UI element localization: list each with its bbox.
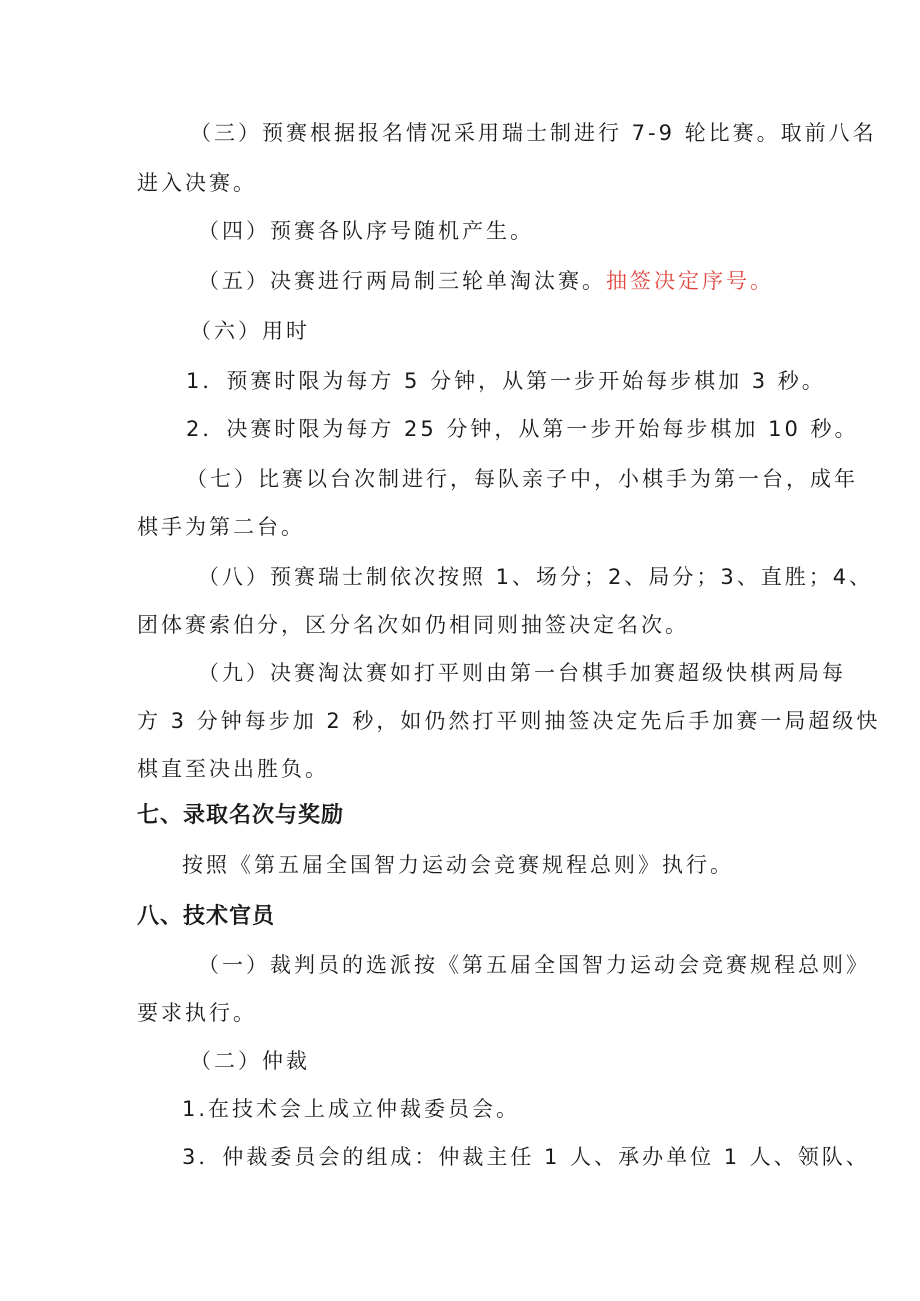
paragraph-9-line-3: 棋直至决出胜负。 (137, 757, 329, 781)
section-7-body: 按照《第五届全国智力运动会竞赛规程总则》执行。 (182, 853, 734, 877)
section-8-para-2-item-1: 1.在技术会上成立仲裁委员会。 (182, 1097, 521, 1121)
paragraph-7-line-2: 棋手为第二台。 (137, 515, 305, 539)
paragraph-3-line-2: 进入决赛。 (137, 171, 257, 195)
paragraph-7-line-1: （七）比赛以台次制进行，每队亲子中，小棋手为第一台，成年 (186, 467, 858, 491)
section-8-para-2-item-3: 3．仲裁委员会的组成：仲裁主任 1 人、承办单位 1 人、领队、 (182, 1145, 870, 1169)
section-8-para-2-title: （二）仲裁 (190, 1049, 310, 1073)
paragraph-8-line-1: （八）预赛瑞士制依次按照 1、场分；2、局分；3、直胜；4、 (198, 565, 874, 589)
paragraph-4: （四）预赛各队序号随机产生。 (198, 219, 534, 243)
section-8-para-1-line-1: （一）裁判员的选派按《第五届全国智力运动会竞赛规程总则》 (198, 953, 870, 977)
paragraph-5-highlight: 抽签决定序号。 (606, 269, 774, 293)
paragraph-5-main: （五）决赛进行两局制三轮单淘汰赛。 (198, 269, 606, 293)
paragraph-3-line-1: （三）预赛根据报名情况采用瑞士制进行 7-9 轮比赛。取前八名 (190, 121, 877, 145)
paragraph-9-line-1: （九）决赛淘汰赛如打平则由第一台棋手加赛超级快棋两局每 (198, 661, 846, 685)
paragraph-6-title: （六）用时 (190, 319, 310, 343)
paragraph-5 (198, 266, 774, 296)
section-8-para-1-line-2: 要求执行。 (137, 1001, 257, 1025)
section-8-heading: 八、技术官员 (137, 904, 276, 929)
paragraph-6-item-1: 1．预赛时限为每方 5 分钟，从第一步开始每步棋加 3 秒。 (186, 369, 826, 393)
section-7-heading: 七、录取名次与奖励 (137, 803, 345, 828)
paragraph-8-line-2: 团体赛索伯分，区分名次如仍相同则抽签决定名次。 (137, 613, 689, 637)
paragraph-9-line-2: 方 3 分钟每步加 2 秒，如仍然打平则抽签决定先后手加赛一局超级快 (137, 709, 881, 733)
paragraph-6-item-2: 2．决赛时限为每方 25 分钟，从第一步开始每步棋加 10 秒。 (186, 417, 859, 441)
